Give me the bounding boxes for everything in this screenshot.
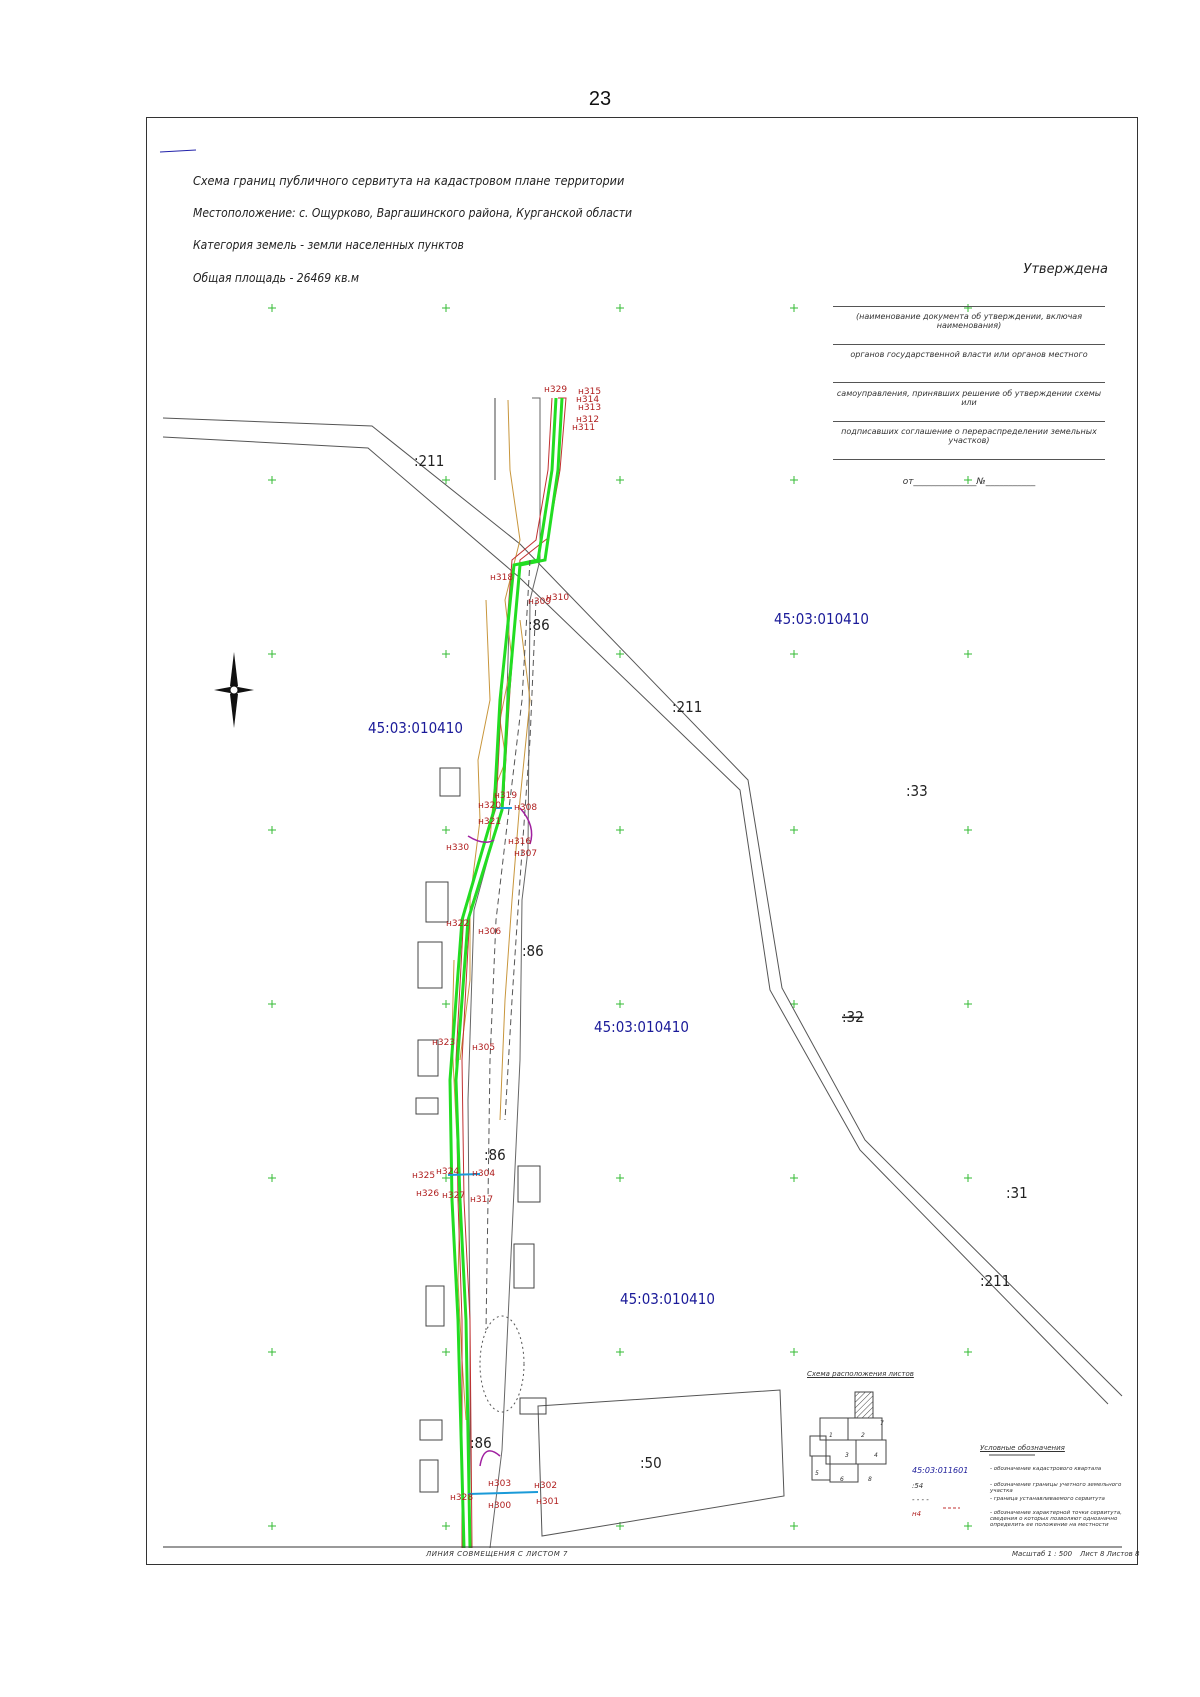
point-label: н312 [576, 415, 600, 425]
scale-label: Масштаб 1 : 500 [1012, 1550, 1073, 1558]
sheet-label: Лист 8 Листов 8 [1080, 1550, 1140, 1558]
approval-rule [833, 382, 1105, 383]
parcel-label: :50 [640, 1454, 662, 1472]
location-label: Местоположение: [193, 206, 296, 220]
quarter-label: 45:03:010410 [368, 719, 463, 737]
point-label: н310 [546, 593, 570, 603]
point-label: н329 [544, 385, 568, 395]
approval-line-3: самоуправления, принявших решение об утверждении схемы или [836, 389, 1102, 407]
point-label: н324 [436, 1167, 460, 1177]
approval-line-1: (наименование документа об утверждении, включая наименования) [855, 312, 1083, 330]
sheet-cell-number: 3 [845, 1452, 849, 1459]
parcel-label: :33 [906, 782, 928, 800]
parcel-label: :211 [672, 698, 703, 716]
point-label: н307 [514, 849, 538, 859]
point-label: н327 [442, 1191, 466, 1201]
point-label: н323 [432, 1038, 456, 1048]
road-211 [163, 418, 1122, 1404]
point-label: н319 [494, 791, 518, 801]
point-label: н318 [490, 573, 514, 583]
point-label: н314 [576, 395, 600, 405]
page-number: 23 [588, 88, 612, 110]
legend-symbol: 45:03:011601 [912, 1466, 969, 1475]
point-label: н303 [488, 1479, 512, 1489]
point-label: н320 [478, 801, 502, 811]
quarter-label: 45:03:010410 [774, 610, 869, 628]
approval-rule [833, 421, 1105, 422]
parcel-label: :211 [414, 452, 445, 470]
approval-rule [833, 344, 1105, 345]
sheet-cell-number: 8 [868, 1476, 872, 1483]
legend-symbol: :54 [912, 1482, 924, 1490]
quarter-label: 45:03:010410 [620, 1290, 715, 1308]
approval-line-4: подписавших соглашение о перераспределении земельных участков) [841, 427, 1097, 445]
approval-rule [833, 306, 1105, 307]
parcel-label: :86 [522, 942, 544, 960]
point-label: н328 [450, 1493, 474, 1503]
legend-text: - граница устанавливаемого сервитута [990, 1496, 1105, 1502]
parcel-label: :32 [842, 1008, 864, 1026]
point-label: н316 [508, 837, 532, 847]
sheet-cell-number: 2 [861, 1432, 865, 1439]
location-value: с. Ощурково, Варгашинского района, Курганской области [299, 206, 633, 220]
compass-icon [214, 652, 254, 728]
parcel-label: :86 [470, 1434, 492, 1452]
point-label: н311 [572, 423, 596, 433]
point-label: н305 [472, 1043, 496, 1053]
point-label: н317 [470, 1195, 494, 1205]
sheet-scheme-title: Схема расположения листов [807, 1370, 914, 1378]
parcel-label: :86 [484, 1146, 506, 1164]
location-line [193, 206, 632, 220]
point-label: н304 [472, 1169, 496, 1179]
point-label: н308 [514, 803, 538, 813]
legend-text: - обозначение кадастрового квартала [990, 1466, 1102, 1472]
point-label: н313 [578, 403, 602, 413]
point-label: н326 [416, 1189, 440, 1199]
grid-crosses [268, 304, 972, 1530]
legend-symbol: н4 [912, 1510, 922, 1518]
point-label: н321 [478, 817, 502, 827]
approval-rule [833, 459, 1105, 460]
sheet-cell-number: 6 [840, 1476, 844, 1483]
sheet-scheme [810, 1392, 886, 1482]
point-label: н309 [528, 597, 552, 607]
dotted-contour [480, 1316, 524, 1412]
approval-date-line: от______________№___________ [902, 477, 1036, 487]
join-line-label: ЛИНИЯ СОВМЕЩЕНИЯ С ЛИСТОМ 7 [426, 1550, 568, 1558]
map-title: Схема границ публичного сервитута на кадастровом плане территории [193, 173, 625, 188]
land-category: Категория земель - земли населенных пунктов [193, 238, 464, 252]
point-label: н330 [446, 843, 470, 853]
point-label: н301 [536, 1497, 560, 1507]
point-label: н322 [446, 919, 470, 929]
approval-title: Утверждена [1023, 262, 1108, 277]
point-label: н302 [534, 1481, 558, 1491]
approval-line-2: органов государственной власти или органов местного [850, 350, 1088, 359]
sheet-cell-number: 7 [880, 1420, 884, 1427]
point-label: н325 [412, 1171, 436, 1181]
legend-symbol: - - - - [912, 1496, 929, 1504]
point-label: н300 [488, 1501, 512, 1511]
point-label: н315 [578, 387, 602, 397]
parcel-label: :211 [980, 1272, 1011, 1290]
legend-text: - обозначение характерной точки сервитута, сведения о которых позволяют однозначно определить ее положение на местности [990, 1510, 1122, 1528]
sheet-cell-number: 4 [874, 1452, 878, 1459]
legend-text: - обозначение границы учетного земельного участка [990, 1482, 1122, 1494]
legend-title: Условные обозначения [980, 1444, 1065, 1452]
quarter-label: 45:03:010410 [594, 1018, 689, 1036]
point-label: н306 [478, 927, 502, 937]
parcel-label: :86 [528, 616, 550, 634]
parcel-label: :31 [1006, 1184, 1028, 1202]
total-area: Общая площадь - 26469 кв.м [193, 271, 360, 285]
sheet-cell-number: 5 [815, 1470, 819, 1477]
sheet-cell-number: 1 [829, 1432, 833, 1439]
